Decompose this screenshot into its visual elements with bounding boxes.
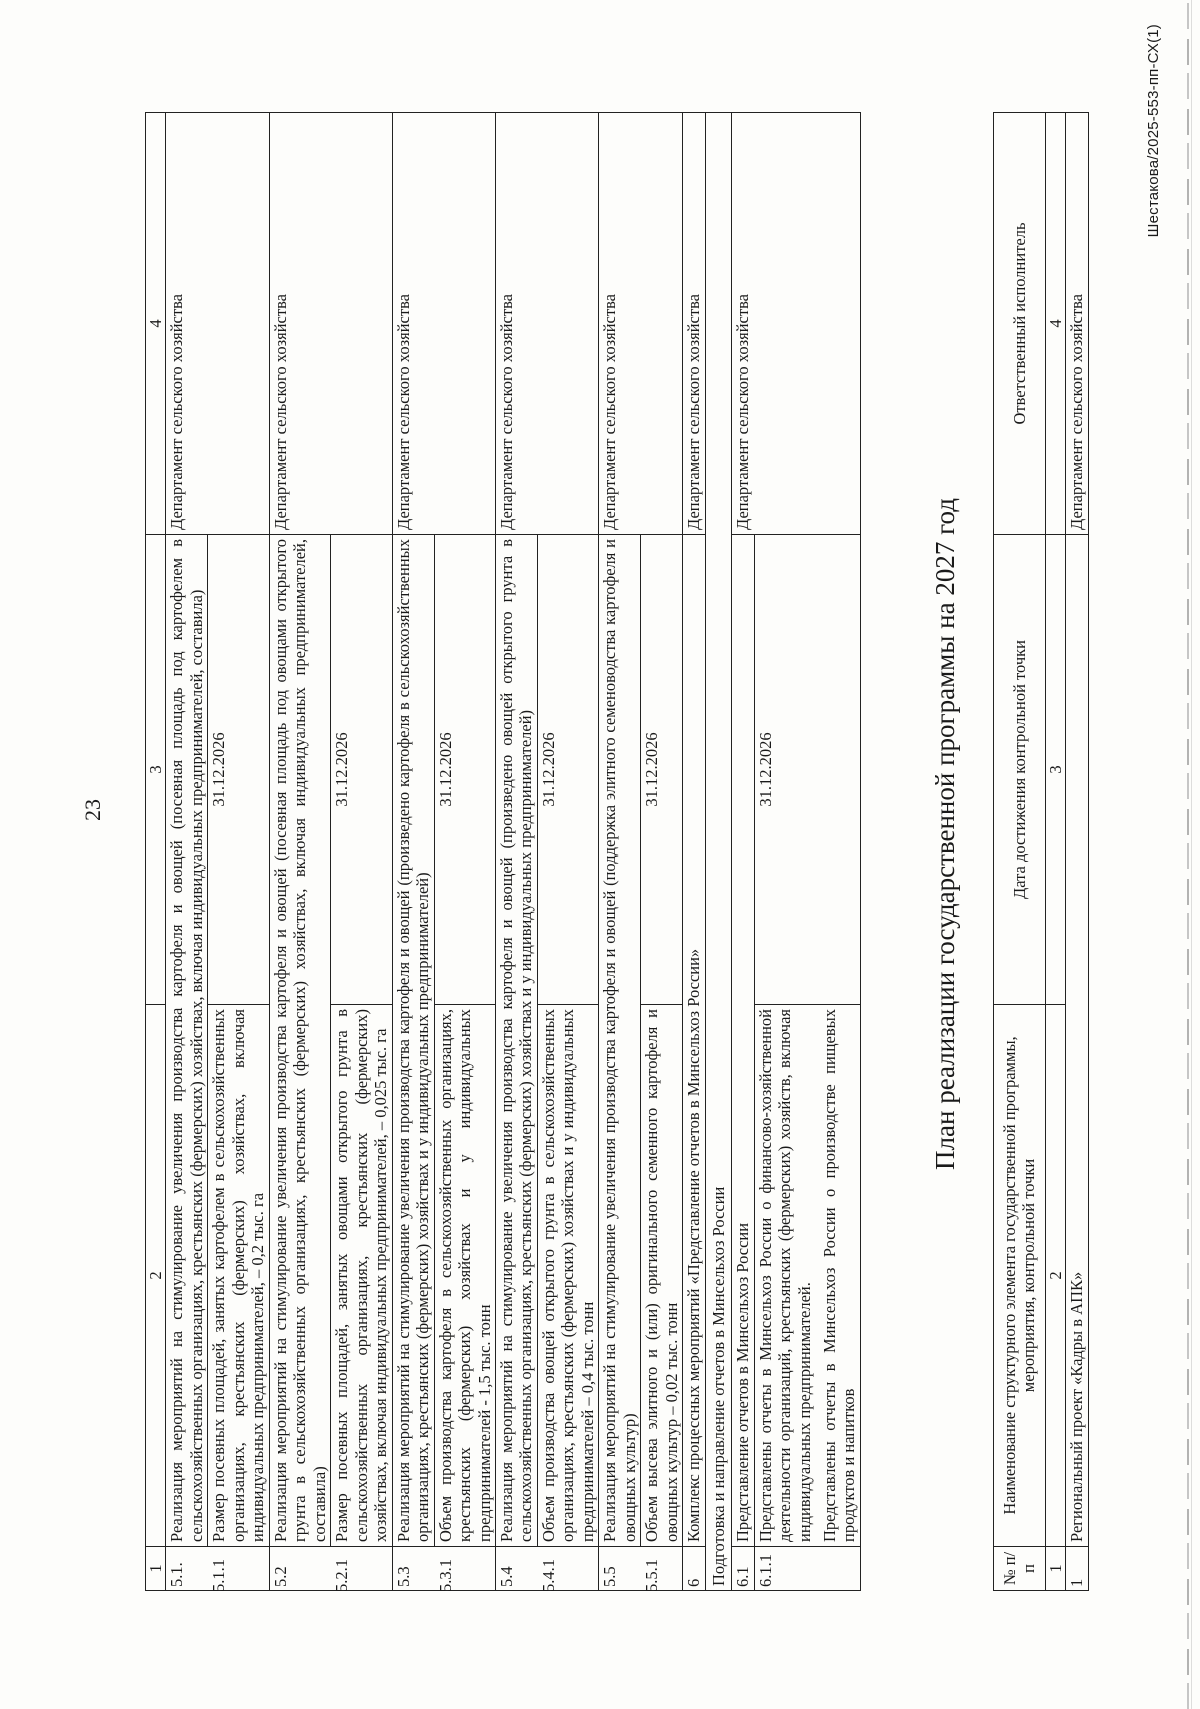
control-point-text: Объем высева элитного и (или) оригинального семенного картофеля и овощных культур – 0,02 тыс. тонн [642, 1009, 681, 1542]
measure-description: Представление отчетов в Минсельхоз России [732, 535, 754, 1547]
control-point-text: Объем производства картофеля в сельскохозяйственных организациях, крестьянских (фермерских) хозяйствах и у индивидуальных предпринимателей - 1,5 тыс. тонн [435, 1009, 494, 1542]
measure-description: Реализация мероприятий на стимулирование увеличения производства картофеля и овощей (посевная площадь под картофелем в сельскохозяйственных организациях, крестьянских (фермерских) хозяйствах, включая индивидуальных предпринимателей, составила) [166, 535, 208, 1547]
header-element-name: Наименование структурного элемента государственной программы, мероприятия, контрольной точки [994, 1005, 1046, 1547]
document-code: Шестакова/2025-553-пп-СХ(1) [1145, 24, 1162, 238]
table-header-row [994, 113, 1046, 1591]
control-point-text: Размер посевных площадей, занятых овощами открытого грунта в сельскохозяйственных организациях, крестьянских (фермерских) хозяйствах, включая индивидуальных предпринимателей, – 0,025 тыс. га [332, 1009, 391, 1542]
responsible-executor: Департамент сельского хозяйства [495, 113, 598, 535]
control-point-date: 31.12.2026 [537, 535, 598, 1005]
table-header-row [146, 113, 166, 1591]
responsible-executor: Департамент сельского хозяйства [269, 113, 392, 535]
plan-title: План реализации государственной программы на 2027 год [930, 498, 960, 1170]
table-row [683, 113, 705, 1591]
control-point-name [537, 1005, 598, 1592]
row-number: 5.2.1 [332, 1559, 352, 1592]
control-point-date: 31.12.2026 [754, 535, 860, 1005]
row-number: 6.1 [732, 1547, 754, 1591]
header-number: № п/п [994, 1547, 1046, 1591]
header-responsible: Ответственный исполнитель [994, 113, 1046, 535]
column-number-2: 2 [1045, 1005, 1065, 1547]
plan-2027-table [993, 112, 1089, 1591]
row-number: 5.1. [166, 1547, 269, 1591]
row-number: 5.4.1 [538, 1559, 558, 1592]
row-number: 5.3 [392, 1547, 495, 1591]
control-point-name [641, 1005, 683, 1592]
table-row [732, 113, 754, 1591]
column-number-1: 1 [1045, 1547, 1065, 1591]
table-row [269, 113, 330, 1591]
control-point-date: 31.12.2026 [641, 535, 683, 1005]
control-point-text: Объем производства овощей открытого грунта в сельскохозяйственных организациях, крестьянских (фермерских) хозяйствах и у индивидуальных предпринимателей – 0,4 тыс. тонн [538, 1009, 597, 1542]
measure-description: Реализация мероприятий на стимулирование увеличения производства картофеля и овощей (произведено овощей открытого грунта в сельскохозяйственных организациях, крестьянских (фермерских) хозяйствах и у индивидуальных предпринимателей) [495, 535, 537, 1547]
row-number: 6.1.1 [754, 1547, 860, 1591]
row-number: 5.5 [599, 1547, 683, 1591]
column-number-3: 3 [146, 535, 166, 1005]
table-row [495, 113, 537, 1591]
table-row [705, 113, 731, 1591]
scan-artifact-line [1191, 0, 1192, 1709]
column-number-3: 3 [1045, 535, 1065, 1005]
control-point-text: Представлены отчеты в Минсельхоз России о финансово-хозяйственной деятельности организаций, крестьянских (фермерских) хозяйств, включая индивидуальных предпринимателей. [755, 1009, 814, 1542]
row-number: 5.3.1 [435, 1559, 455, 1592]
control-point-name [754, 1005, 860, 1547]
control-point-date: 31.12.2026 [331, 535, 392, 1005]
control-point-name [331, 1005, 392, 1592]
table-row [392, 113, 434, 1591]
row-number: 5.2 [269, 1547, 392, 1591]
control-point-text-2: Представлены отчеты в Минсельхоз России о производстве пищевых продуктов и напитков [820, 1009, 859, 1542]
control-point-name [434, 1005, 495, 1592]
row-number: 6 [683, 1547, 705, 1591]
responsible-executor: Департамент сельского хозяйства [166, 113, 269, 535]
table-row [599, 113, 641, 1591]
table-header-row [1045, 113, 1065, 1591]
column-number-2: 2 [146, 1005, 166, 1547]
responsible-executor: Департамент сельского хозяйства [1066, 113, 1088, 535]
measure-description: Реализация мероприятий на стимулирование увеличения производства картофеля и овощей (посевная площадь под овощами открытого грунта в сельскохозяйственных организациях, крестьянских (фермерских) хозяйствах, включая индивидуальных предпринимателей, составила) [269, 535, 330, 1547]
measure-description: Реализация мероприятий на стимулирование увеличения производства картофеля и овощей (поддержка элитного семеноводства картофеля и овощных культур) [599, 535, 641, 1547]
row-number: 5.5.1 [642, 1559, 662, 1592]
measure-description: Реализация мероприятий на стимулирование увеличения производства картофеля и овощей (произведено картофеля в сельскохозяйственных организациях, крестьянских (фермерских) хозяйствах и у индивидуальных предпринимателей) [392, 535, 434, 1547]
row-number: 1 [1066, 1547, 1088, 1591]
complex-measures-name: Комплекс процессных мероприятий «Представление отчетов в Минсельхоз России» [683, 535, 705, 1547]
row-number: 5.4 [495, 1547, 598, 1591]
control-point-date: 31.12.2026 [208, 535, 269, 1005]
row-number: 5.1.1 [209, 1559, 229, 1592]
responsible-executor: Департамент сельского хозяйства [392, 113, 495, 535]
column-number-4: 4 [146, 113, 166, 535]
control-point-name [208, 1005, 269, 1592]
control-points-table [145, 112, 861, 1591]
regional-project-name: Региональный проект «Кадры в АПК» [1066, 535, 1088, 1547]
responsible-executor: Департамент сельского хозяйства [732, 113, 861, 535]
column-number-4: 4 [1045, 113, 1065, 535]
responsible-executor: Департамент сельского хозяйства [599, 113, 683, 535]
header-date: Дата достижения контрольной точки [994, 535, 1046, 1005]
table-row [166, 113, 208, 1591]
table-row [1066, 113, 1088, 1591]
responsible-executor: Департамент сельского хозяйства [683, 113, 705, 535]
column-number-1: 1 [146, 1547, 166, 1591]
page-number: 23 [80, 799, 105, 821]
task-name: Подготовка и направление отчетов в Минсельхоз России [705, 113, 731, 1591]
scan-artifact-line [1187, 0, 1189, 1709]
control-point-date: 31.12.2026 [434, 535, 495, 1005]
control-point-text: Размер посевных площадей, занятых картофелем в сельскохозяйственных организациях, крестьянских (фермерских) хозяйствах, включая индивидуальных предпринимателей, – 0,2 тыс. га [209, 1009, 268, 1542]
